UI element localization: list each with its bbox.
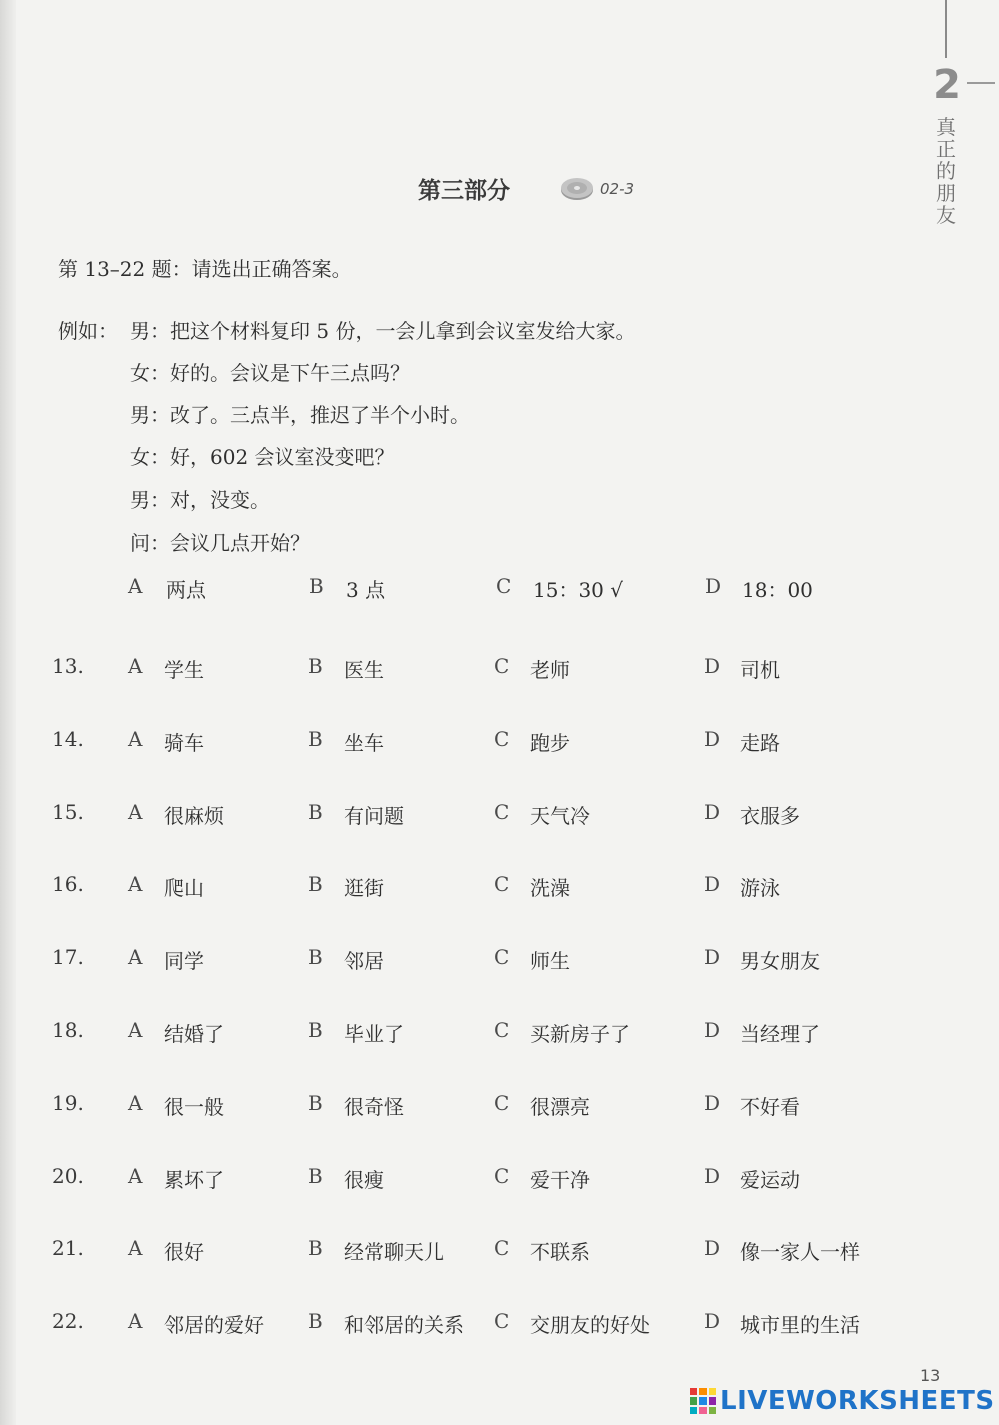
answer-option-a[interactable]: 骑车	[164, 731, 204, 755]
example-option-b: 3 点	[346, 578, 386, 602]
answer-option-c[interactable]: 爱干净	[530, 1168, 590, 1192]
option-letter-a: A	[128, 1309, 143, 1333]
option-letter-d: D	[704, 1309, 721, 1333]
answer-option-b[interactable]: 有问题	[344, 804, 404, 828]
audio-disc-icon[interactable]	[560, 176, 594, 202]
answer-option-a[interactable]: 学生	[164, 658, 204, 682]
page-number: 13	[920, 1366, 941, 1385]
question-number: 19.	[52, 1091, 84, 1115]
answer-option-a[interactable]: 很一般	[164, 1095, 224, 1119]
chapter-title: 真正的朋友	[936, 115, 956, 227]
chapter-dash	[967, 82, 995, 84]
option-letter-d: D	[704, 800, 721, 824]
example-option-c: 15：30 √	[533, 578, 623, 602]
track-number: 02-3	[600, 180, 635, 198]
option-letter-d: D	[704, 727, 721, 751]
question-number: 22.	[52, 1309, 84, 1333]
option-letter-d: D	[704, 1018, 721, 1042]
question-number: 16.	[52, 872, 84, 896]
question-number: 20.	[52, 1164, 84, 1188]
option-letter-c: C	[494, 1018, 510, 1042]
option-letter-d: D	[704, 1091, 721, 1115]
answer-option-d[interactable]: 走路	[740, 731, 780, 755]
option-letter-d: D	[705, 574, 722, 598]
logo-tile	[699, 1407, 706, 1414]
option-letter-b: B	[308, 1164, 323, 1188]
answer-option-a[interactable]: 爬山	[164, 876, 204, 900]
question-number: 14.	[52, 727, 84, 751]
logo-wordmark: LIVEWORKSHEETS	[720, 1386, 995, 1416]
option-letter-b: B	[308, 872, 323, 896]
option-letter-a: A	[128, 1018, 143, 1042]
logo-tile	[690, 1407, 697, 1414]
option-letter-b: B	[308, 945, 323, 969]
option-letter-b: B	[309, 574, 324, 598]
page-edge	[0, 0, 16, 1425]
option-letter-c: C	[494, 727, 510, 751]
answer-option-b[interactable]: 经常聊天儿	[344, 1240, 444, 1264]
answer-option-c[interactable]: 不联系	[530, 1240, 590, 1264]
answer-option-c[interactable]: 买新房子了	[530, 1022, 630, 1046]
logo-tile	[699, 1397, 706, 1404]
option-letter-c: C	[494, 800, 510, 824]
option-letter-c: C	[494, 1236, 510, 1260]
answer-option-b[interactable]: 坐车	[344, 731, 384, 755]
option-letter-b: B	[308, 654, 323, 678]
example-label: 例如：	[58, 319, 118, 343]
liveworksheets-logo	[690, 1386, 995, 1416]
option-letter-a: A	[128, 1236, 143, 1260]
option-letter-b: B	[308, 800, 323, 824]
chapter-number: 2	[933, 62, 961, 108]
answer-option-b[interactable]: 医生	[344, 658, 384, 682]
answer-option-c[interactable]: 很漂亮	[530, 1095, 590, 1119]
option-letter-b: B	[308, 1018, 323, 1042]
logo-tile	[709, 1407, 716, 1414]
option-letter-a: A	[128, 574, 143, 598]
example-dialogue-line: 男：对，没变。	[130, 488, 270, 512]
answer-option-b[interactable]: 很奇怪	[344, 1095, 404, 1119]
logo-tile	[709, 1388, 716, 1395]
answer-option-c[interactable]: 洗澡	[530, 876, 570, 900]
answer-option-c[interactable]: 老师	[530, 658, 570, 682]
chapter-marker	[933, 0, 973, 240]
option-letter-d: D	[704, 1164, 721, 1188]
question-number: 21.	[52, 1236, 84, 1260]
option-letter-c: C	[494, 1164, 510, 1188]
option-letter-c: C	[496, 574, 512, 598]
option-letter-c: C	[494, 654, 510, 678]
option-letter-a: A	[128, 800, 143, 824]
answer-option-c[interactable]: 交朋友的好处	[530, 1313, 650, 1337]
question-number: 17.	[52, 945, 84, 969]
option-letter-b: B	[308, 1091, 323, 1115]
option-letter-c: C	[494, 1091, 510, 1115]
option-letter-a: A	[128, 872, 143, 896]
answer-option-d[interactable]: 衣服多	[740, 804, 800, 828]
answer-option-b[interactable]: 毕业了	[344, 1022, 404, 1046]
answer-option-a[interactable]: 结婚了	[164, 1022, 224, 1046]
logo-grid-icon	[690, 1388, 716, 1414]
answer-option-b[interactable]: 逛街	[344, 876, 384, 900]
answer-option-a[interactable]: 累坏了	[164, 1168, 224, 1192]
answer-option-d[interactable]: 城市里的生活	[740, 1313, 860, 1337]
option-letter-d: D	[704, 945, 721, 969]
option-letter-a: A	[128, 727, 143, 751]
option-letter-c: C	[494, 872, 510, 896]
option-letter-c: C	[494, 945, 510, 969]
answer-option-b[interactable]: 和邻居的关系	[344, 1313, 464, 1337]
option-letter-a: A	[128, 1164, 143, 1188]
answer-option-a[interactable]: 很好	[164, 1240, 204, 1264]
logo-tile	[690, 1388, 697, 1395]
example-dialogue-line: 女：好，602 会议室没变吧？	[130, 445, 395, 469]
example-dialogue-line: 女：好的。会议是下午三点吗？	[130, 361, 410, 385]
option-letter-b: B	[308, 727, 323, 751]
answer-option-c[interactable]: 师生	[530, 949, 570, 973]
option-letter-d: D	[704, 654, 721, 678]
option-letter-a: A	[128, 945, 143, 969]
answer-option-d[interactable]: 不好看	[740, 1095, 800, 1119]
question-number: 18.	[52, 1018, 84, 1042]
example-option-a: 两点	[166, 578, 206, 602]
answer-option-a[interactable]: 很麻烦	[164, 804, 224, 828]
question-number: 13.	[52, 654, 84, 678]
answer-option-d[interactable]: 爱运动	[740, 1168, 800, 1192]
answer-option-d[interactable]: 游泳	[740, 876, 780, 900]
instruction: 第 13–22 题：请选出正确答案。	[58, 257, 352, 281]
answer-option-d[interactable]: 像一家人一样	[740, 1240, 860, 1264]
answer-option-c[interactable]: 跑步	[530, 731, 570, 755]
option-letter-d: D	[704, 1236, 721, 1260]
answer-option-c[interactable]: 天气冷	[530, 804, 590, 828]
example-dialogue-line: 男：改了。三点半，推迟了半个小时。	[130, 403, 470, 427]
answer-option-b[interactable]: 邻居	[344, 949, 384, 973]
answer-option-a[interactable]: 同学	[164, 949, 204, 973]
example-dialogue-line: 男：把这个材料复印 5 份，一会儿拿到会议室发给大家。	[130, 319, 636, 343]
option-letter-b: B	[308, 1309, 323, 1333]
section-title: 第三部分	[418, 177, 510, 204]
logo-tile	[690, 1397, 697, 1404]
answer-option-b[interactable]: 很瘦	[344, 1168, 384, 1192]
option-letter-a: A	[128, 654, 143, 678]
question-number: 15.	[52, 800, 84, 824]
chapter-rule	[945, 0, 947, 58]
logo-tile	[699, 1388, 706, 1395]
option-letter-d: D	[704, 872, 721, 896]
logo-tile	[709, 1397, 716, 1404]
example-question: 问：会议几点开始？	[130, 531, 310, 555]
example-option-d: 18：00	[742, 578, 813, 602]
option-letter-b: B	[308, 1236, 323, 1260]
answer-option-d[interactable]: 司机	[740, 658, 780, 682]
answer-option-a[interactable]: 邻居的爱好	[164, 1313, 264, 1337]
option-letter-a: A	[128, 1091, 143, 1115]
answer-option-d[interactable]: 当经理了	[740, 1022, 820, 1046]
answer-option-d[interactable]: 男女朋友	[740, 949, 820, 973]
option-letter-c: C	[494, 1309, 510, 1333]
